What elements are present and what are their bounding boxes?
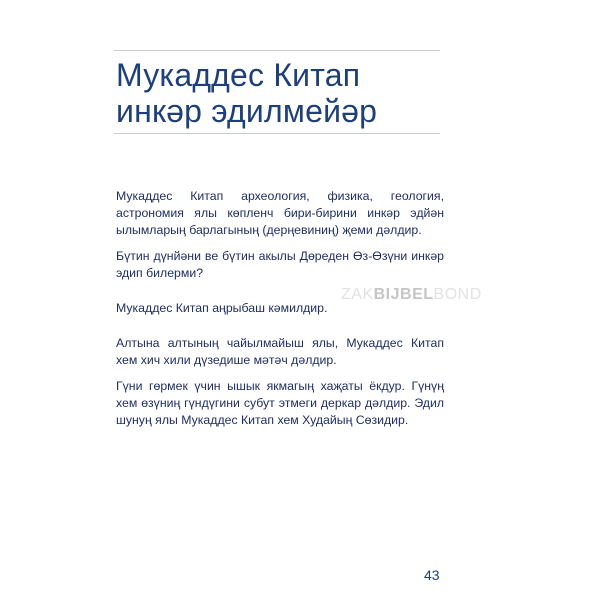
page-number: 43 — [424, 567, 440, 583]
title-line-1: Мукаддес Китап — [116, 57, 361, 93]
page-title — [116, 57, 446, 129]
paragraph-2: Бүтин дүнйәни ве бүтин акылы Дөреден Өз-Өзүни инкәр эдип билерми? — [116, 249, 444, 280]
bottom-divider — [114, 133, 440, 134]
paragraph-3: Мукаддес Китап аңрыбаш кәмилдир. — [116, 301, 328, 315]
body-text — [116, 188, 444, 438]
watermark-part-3: BOND — [433, 286, 482, 303]
watermark — [341, 286, 482, 304]
watermark-part-1: ZAK — [341, 286, 374, 303]
paragraph-1: Мукаддес Китап археология, физика, геология, астрономия ялы көпленч бири-бирини инкәр эдйән ылымларың барлагының (дерңевиниң) җеми дәлдир. — [116, 189, 444, 237]
top-divider — [114, 50, 440, 51]
paragraph-5: Гүни гөрмек үчин ышык якмагың хаҗаты ёкдур. Гүнүң хем өзүниң гүндүгини субут этмеги деркар дәлдир. Эдил шунуң ялы Мукаддес Китап хем Худайың Сөзидир. — [116, 379, 444, 427]
watermark-part-2: BIJBEL — [373, 286, 434, 303]
title-line-2: инкәр эдилмейәр — [116, 93, 378, 129]
paragraph-4: Алтына алтының чайылмайыш ялы, Мукаддес Китап хем хич хили дүзедише мәтәч дәлдир. — [116, 336, 444, 367]
